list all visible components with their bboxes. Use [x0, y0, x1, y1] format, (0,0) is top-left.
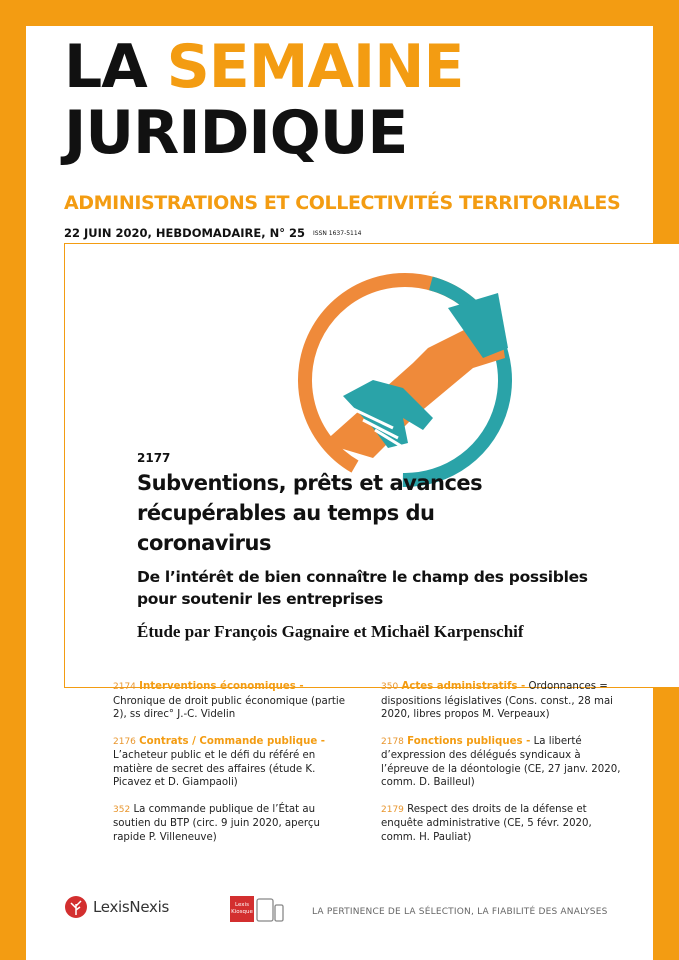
issn: ISSN 1637-5114	[313, 230, 362, 237]
kiosque-label-top: Lexis	[235, 902, 249, 908]
toc-item-category: Interventions économiques -	[139, 681, 304, 692]
toc-item-category: Actes administratifs -	[401, 681, 526, 692]
feature-number: 2177	[137, 451, 171, 465]
publisher-name: LexisNexis	[93, 898, 169, 916]
masthead-juridique: JURIDIQUE	[64, 98, 408, 168]
toc-item-text: Respect des droits de la défense et enquête administrative (CE, 5 févr. 2020, comm. H. Pauliat)	[381, 803, 592, 843]
tagline: LA PERTINENCE DE LA SÉLECTION, LA FIABILITÉ DES ANALYSES	[312, 907, 608, 917]
toc-item-category: Contrats / Commande publique -	[139, 735, 326, 747]
toc-item	[113, 735, 353, 790]
toc-item	[381, 735, 621, 790]
toc-item-number: 2179	[381, 804, 404, 815]
toc-item	[113, 680, 353, 722]
edition-subtitle: ADMINISTRATIONS ET COLLECTIVITÉS TERRITORIALES	[64, 192, 621, 214]
masthead-semaine: SEMAINE	[166, 32, 464, 102]
toc-item-number: 2174	[113, 682, 136, 692]
toc-item-text: Ordonnances = dispositions législatives (Cons. const., 28 mai 2020, libres propos M. Verpeaux)	[381, 681, 614, 720]
masthead-la: LA	[64, 32, 167, 102]
toc-item-number: 2178	[381, 736, 404, 747]
toc-item	[381, 803, 621, 845]
toc-item-text: La commande publique de l’État au soutien du BTP (circ. 9 juin 2020, aperçu rapide P. Villeneuve)	[113, 803, 320, 843]
toc-right-column	[381, 680, 621, 857]
toc-item-category: Fonctions publiques -	[407, 735, 531, 747]
toc-item-number: 352	[113, 804, 131, 815]
toc-item-number: 350	[381, 682, 399, 692]
toc-item-text: Chronique de droit public économique (partie 2), ss direc° J.-C. Videlin	[113, 695, 346, 720]
feature-article	[64, 243, 679, 688]
toc-item-number: 2176	[113, 736, 136, 747]
toc-item	[113, 803, 353, 845]
feature-subtitle: De l’intérêt de bien connaître le champ des possibles pour soutenir les entreprises	[137, 568, 588, 608]
kiosque-label-bottom: Kiosque	[231, 909, 253, 915]
issue-date-number: 22 JUIN 2020, HEBDOMADAIRE, N° 25	[64, 226, 306, 240]
masthead	[64, 34, 463, 166]
tablet-phone-icon	[256, 896, 284, 922]
helping-hands-icon	[293, 268, 517, 492]
toc-left-column	[113, 680, 353, 857]
lexisnexis-tree-icon	[64, 895, 88, 919]
feature-title: Subventions, prêts et avances récupérables au temps du coronavirus	[137, 471, 483, 555]
toc-item-text: La liberté d’expression des délégués syndicaux à l’épreuve de la déontologie (CE, 27 janv. 2020, comm. D. Bailleul)	[381, 735, 621, 788]
feature-author: Étude par François Gagnaire et Michaël Karpenschif	[137, 622, 524, 641]
toc-item-text: L’acheteur public et le défi du référé en matière de secret des affaires (étude K. Picavez et D. Giampaoli)	[113, 750, 316, 788]
kiosque-book	[230, 896, 254, 922]
publisher-logo	[64, 895, 169, 919]
issue-info	[64, 226, 362, 240]
toc-item	[381, 680, 621, 722]
lexis-kiosque-badge	[230, 896, 284, 922]
